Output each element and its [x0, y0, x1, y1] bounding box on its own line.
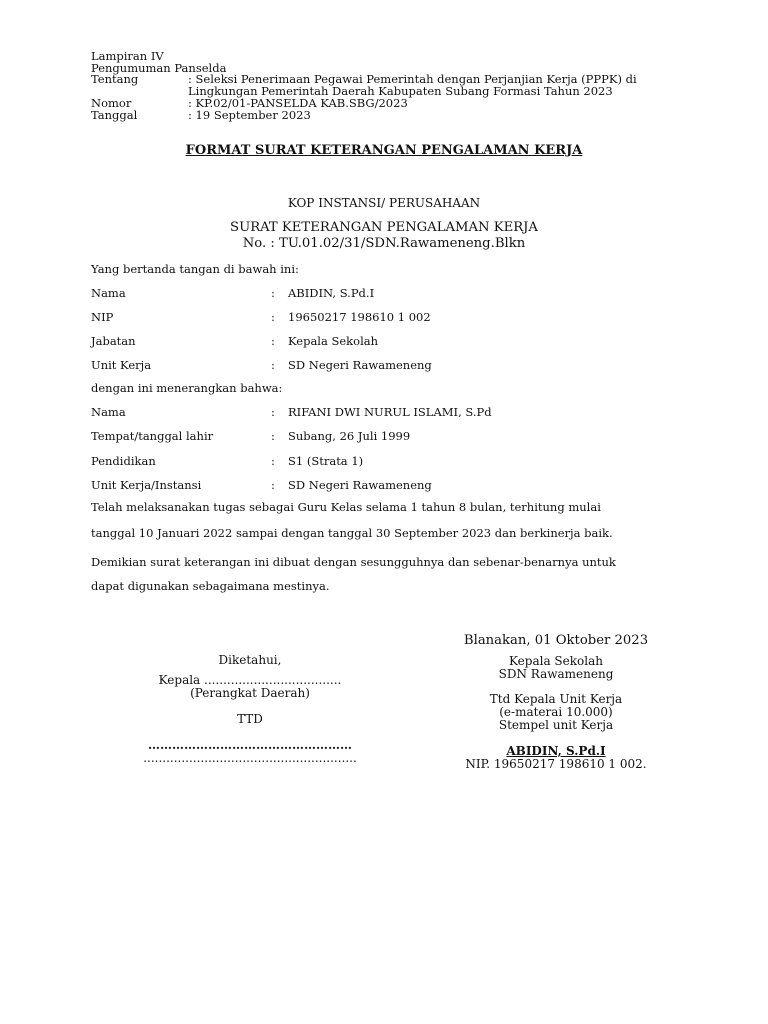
subject-unit-label: Unit Kerja/Instansi: [91, 478, 202, 492]
signer-name-colon: :: [271, 286, 275, 300]
signer-jabatan-label: Jabatan: [91, 334, 136, 348]
signer-nip-colon: :: [271, 310, 275, 324]
intro-text: Yang bertanda tangan di bawah ini:: [91, 262, 299, 276]
right-ttd: Ttd Kepala Unit Kerja: [489, 692, 623, 706]
tentang-value: : Seleksi Penerimaan Pegawai Pemerintah dengan Perjanjian Kerja (PPPK) di: [188, 72, 637, 86]
right-position: Kepala Sekolah: [509, 654, 603, 668]
signer-jabatan-value: Kepala Sekolah: [288, 334, 379, 348]
letter-number: No. : TU.01.02/31/SDN.Rawameneng.Blkn: [242, 236, 526, 251]
subject-name-value: RIFANI DWI NURUL ISLAMI, S.Pd: [288, 405, 492, 419]
right-signer-nip: NIP. 19650217 198610 1 002.: [465, 757, 647, 771]
place-date: Blanakan, 01 Oktober 2023: [463, 633, 649, 648]
left-ttd: TTD: [237, 712, 263, 726]
right-stempel: Stempel unit Kerja: [498, 718, 614, 732]
tanggal-label: Tanggal: [91, 108, 138, 122]
right-signer-name: ABIDIN, S.Pd.I: [506, 744, 606, 758]
signer-nip-label: NIP: [91, 310, 114, 324]
pengumuman-label: Pengumuman Panselda: [91, 61, 227, 75]
signer-name-value: ABIDIN, S.Pd.I: [288, 286, 375, 300]
left-diketahui: Diketahui,: [218, 653, 282, 667]
signer-name-label: Nama: [91, 286, 126, 300]
signer-jabatan-colon: :: [271, 334, 275, 348]
letter-title: SURAT KETERANGAN PENGALAMAN KERJA: [230, 220, 538, 235]
tentang-value-cont: Lingkungan Pemerintah Daerah Kabupaten Subang Formasi Tahun 2023: [188, 84, 613, 98]
right-institution: SDN Rawameneng: [498, 667, 614, 681]
signer-unit-colon: :: [271, 358, 275, 372]
nomor-value: : KP.02/01-PANSELDA KAB.SBG/2023: [188, 96, 408, 110]
left-kepala: Kepala ....................................: [158, 673, 342, 687]
kop-instansi: KOP INSTANSI/ PERUSAHAAN: [287, 196, 481, 210]
body-line-1: Telah melaksanakan tugas sebagai Guru Kelas selama 1 tahun 8 bulan, terhitung mulai: [91, 500, 601, 514]
right-materai: (e-materai 10.000): [499, 705, 613, 719]
left-dots: ........................................................: [143, 751, 357, 765]
left-dots-bold: ……………………………………………: [148, 738, 352, 752]
subject-pendidikan-value: S1 (Strata 1): [288, 454, 364, 468]
format-title: FORMAT SURAT KETERANGAN PENGALAMAN KERJA: [185, 143, 583, 158]
subject-unit-colon: :: [271, 478, 275, 492]
signer-unit-label: Unit Kerja: [91, 358, 152, 372]
body-line-2: tanggal 10 Januari 2022 sampai dengan tanggal 30 September 2023 dan berkinerja baik.: [91, 526, 613, 540]
left-perangkat: (Perangkat Daerah): [190, 686, 310, 700]
subject-pendidikan-label: Pendidikan: [91, 454, 156, 468]
subject-ttl-label: Tempat/tanggal lahir: [91, 429, 214, 443]
subject-pendidikan-colon: :: [271, 454, 275, 468]
nomor-label: Nomor: [91, 96, 132, 110]
signer-nip-value: 19650217 198610 1 002: [288, 310, 431, 324]
closing-line-2: dapat digunakan sebagaimana mestinya.: [91, 579, 330, 593]
tentang-label: Tentang: [91, 72, 139, 86]
tanggal-value: : 19 September 2023: [188, 108, 311, 122]
subject-unit-value: SD Negeri Rawameneng: [288, 478, 432, 492]
subject-ttl-value: Subang, 26 Juli 1999: [288, 429, 411, 443]
subject-name-label: Nama: [91, 405, 126, 419]
statement-text: dengan ini menerangkan bahwa:: [91, 381, 283, 395]
subject-name-colon: :: [271, 405, 275, 419]
signer-unit-value: SD Negeri Rawameneng: [288, 358, 432, 372]
closing-line-1: Demikian surat keterangan ini dibuat dengan sesungguhnya dan sebenar-benarnya untuk: [91, 555, 616, 569]
subject-ttl-colon: :: [271, 429, 275, 443]
lampiran-label: Lampiran IV: [91, 49, 164, 63]
